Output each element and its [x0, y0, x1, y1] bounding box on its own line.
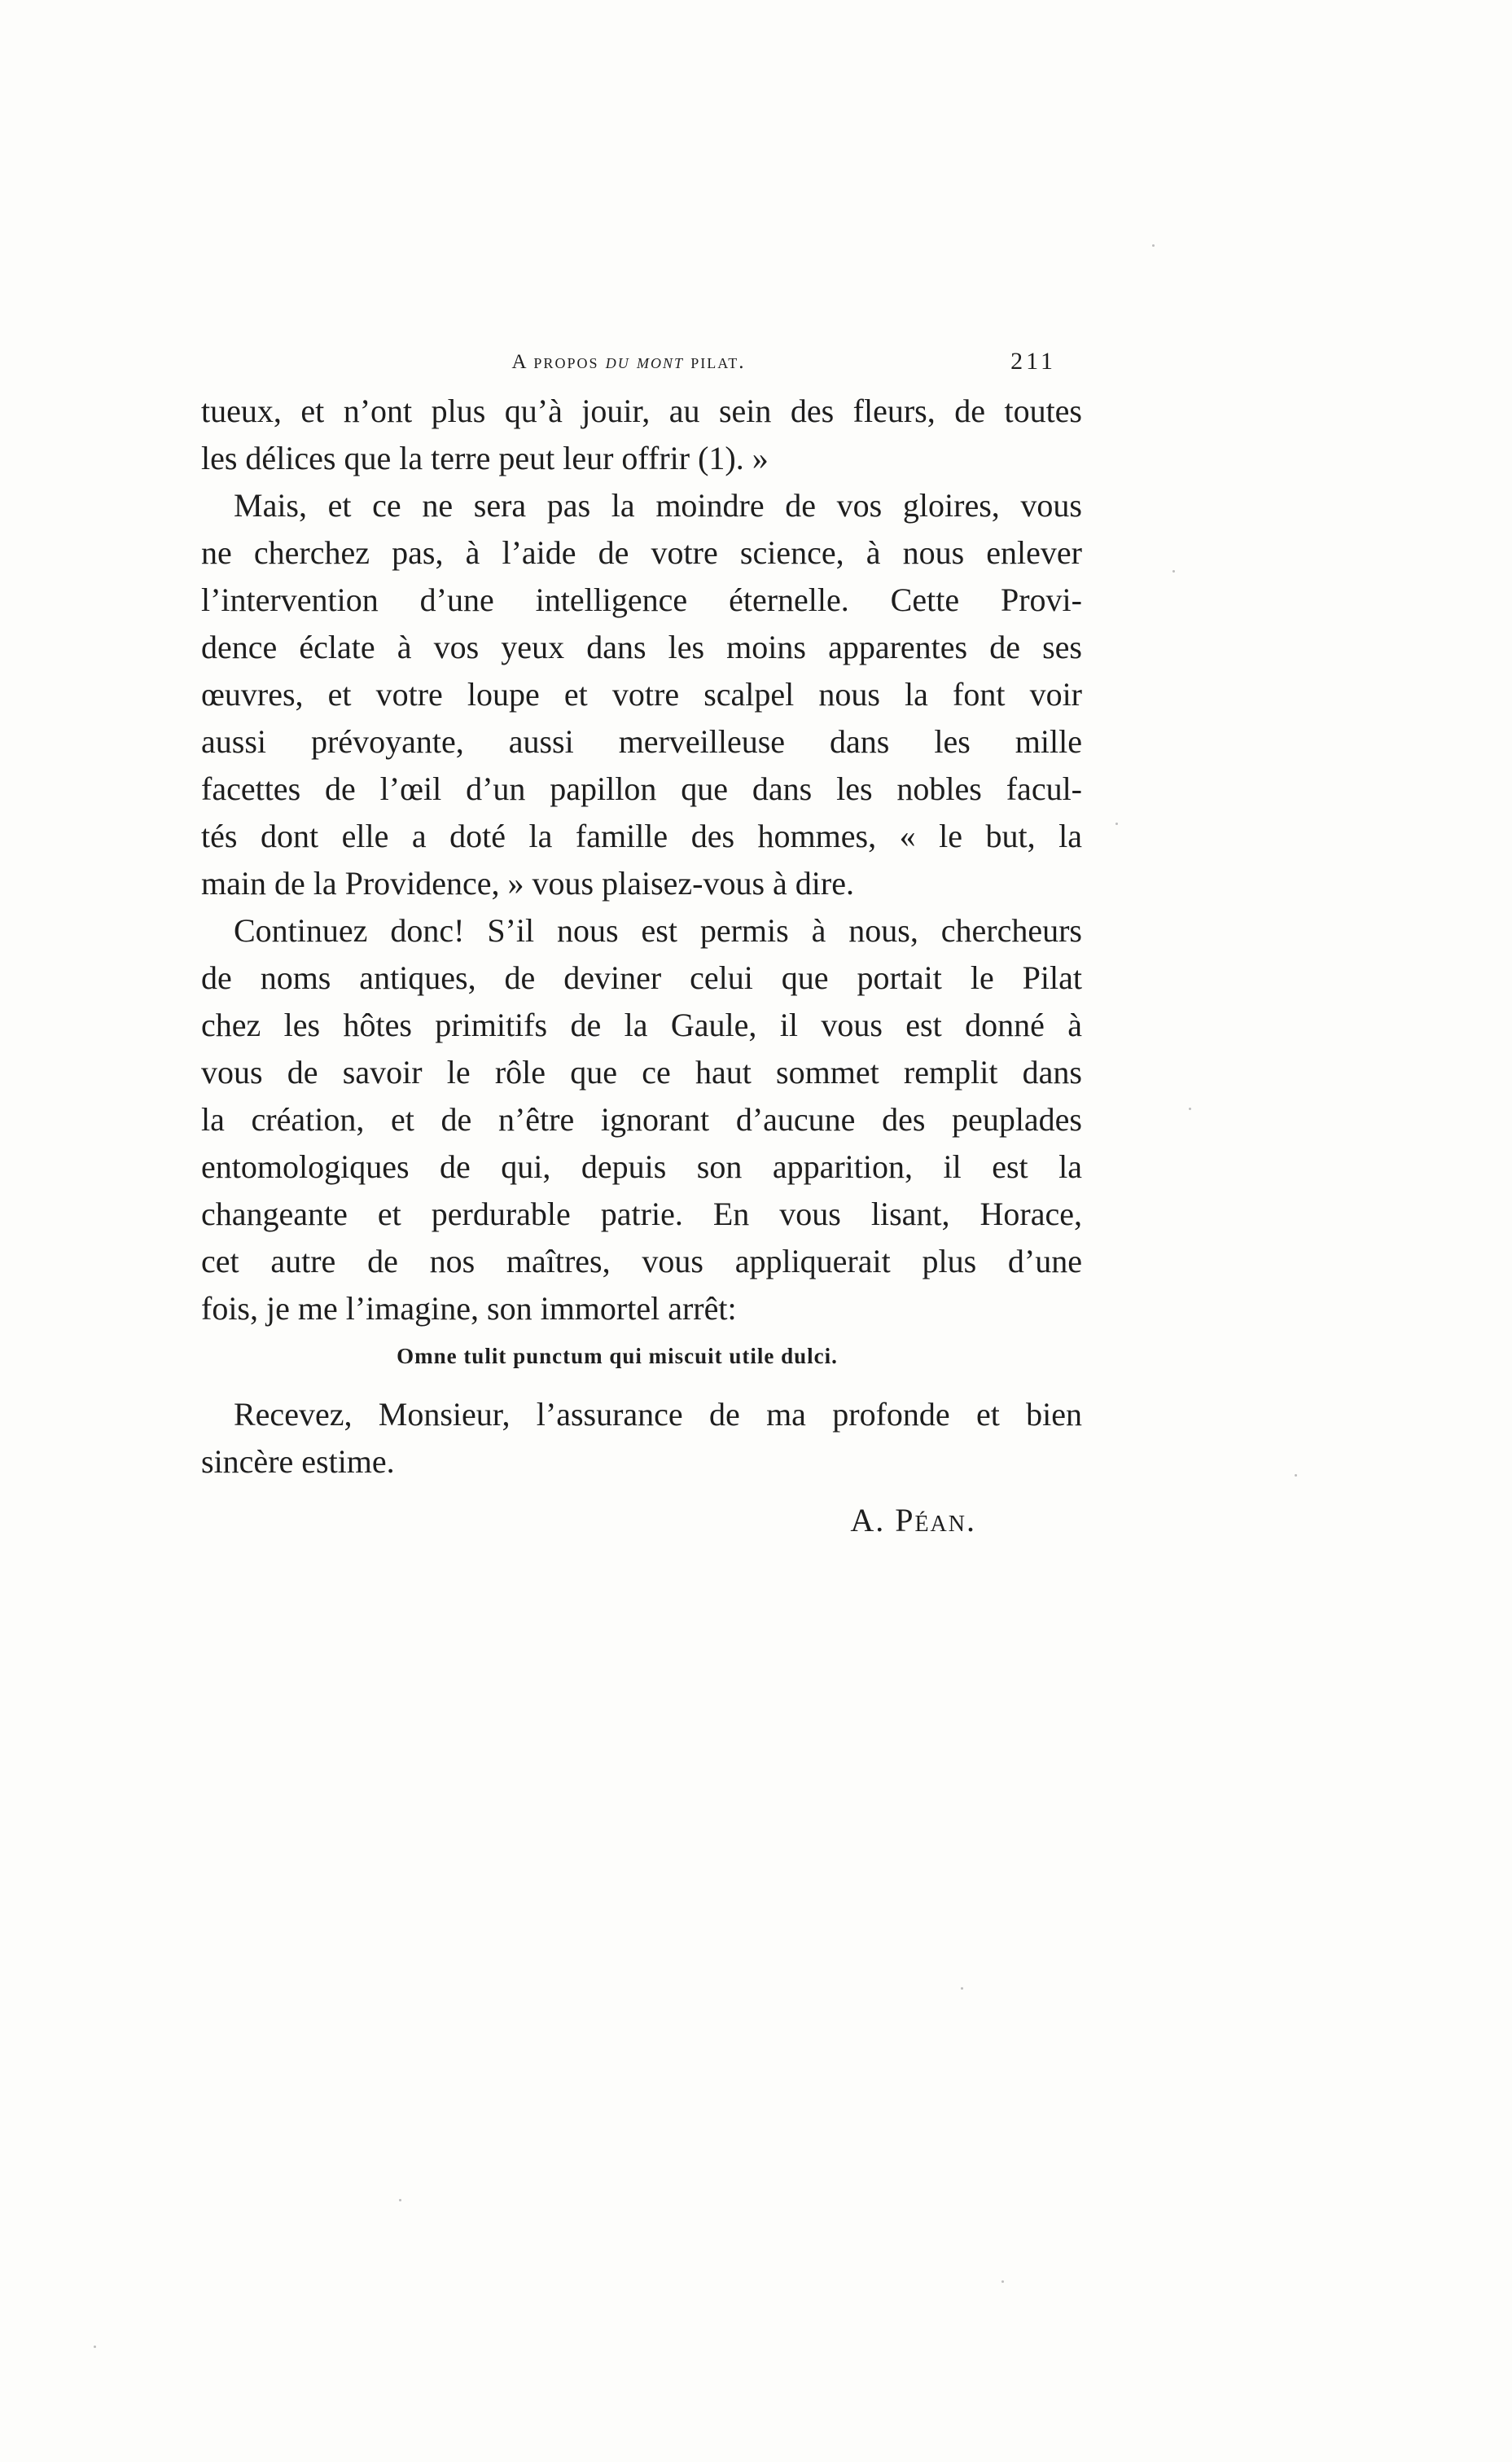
text-line: chez les hôtes primitifs de la Gaule, il vous est donné à [201, 1007, 1082, 1043]
paragraph-continuez [201, 907, 1082, 1332]
body-text [201, 388, 1082, 1544]
running-title [201, 351, 1056, 374]
paragraph-continuation [201, 388, 1082, 482]
speck [94, 2346, 96, 2348]
spacer [201, 1380, 1082, 1391]
text-line: ne cherchez pas, à l’aide de votre science, à nous enlever [201, 534, 1082, 571]
text-line: Continuez donc! S’il nous est permis à nous, chercheurs [234, 912, 1082, 949]
text-line: dence éclate à vos yeux dans les moins apparentes de ses [201, 629, 1082, 665]
speck [961, 1987, 963, 1990]
paragraph-providence [201, 482, 1082, 907]
latin-quotation: Omne tulit punctum qui miscuit utile dulci. [397, 1344, 838, 1368]
text-line: les délices que la terre peut leur offrir (1). » [201, 440, 769, 476]
spacer [201, 1486, 1082, 1497]
text-line: aussi prévoyante, aussi merveilleuse dans les mille [201, 723, 1082, 760]
text-line: tueux, et n’ont plus qu’à jouir, au sein des fleurs, de toutes [201, 393, 1082, 429]
text-line: Mais, et ce ne sera pas la moindre de vos gloires, vous [234, 487, 1082, 524]
text-line: tés dont elle a doté la famille des hommes, « le but, la [201, 818, 1082, 854]
text-line: entomologiques de qui, depuis son apparition, il est la [201, 1148, 1082, 1185]
text-line: facettes de l’œil d’un papillon que dans les nobles facul- [201, 770, 1082, 807]
text-line: vous de savoir le rôle que ce haut sommet remplit dans [201, 1054, 1082, 1091]
running-title-part: pilat. [683, 351, 746, 373]
text-line: changeante et perdurable patrie. En vous lisant, Horace, [201, 1196, 1082, 1232]
speck [1295, 1474, 1297, 1477]
speck [399, 2199, 401, 2201]
text-line: fois, je me l’imagine, son immortel arrêt: [201, 1290, 737, 1327]
paragraph-closing [201, 1391, 1082, 1486]
text-line: l’intervention d’une intelligence éternelle. Cette Provi- [201, 581, 1082, 618]
text-line: de noms antiques, de deviner celui que portait le Pilat [201, 959, 1082, 996]
speck [1172, 570, 1175, 573]
page-header [201, 345, 1056, 385]
running-title-part: A propos [511, 351, 606, 373]
text-line: sincère estime. [201, 1443, 395, 1480]
speck [1001, 2280, 1004, 2283]
text-line: Recevez, Monsieur, l’assurance de ma profonde et bien [234, 1396, 1082, 1433]
text-line: cet autre de nos maîtres, vous appliquerait plus d’une [201, 1243, 1082, 1279]
running-title-part: du mont [605, 351, 684, 373]
text-line: main de la Providence, » vous plaisez-vous à dire. [201, 865, 854, 902]
speck [1152, 244, 1155, 247]
page-number: 211 [1010, 348, 1056, 375]
signature-text: A. Péan. [850, 1502, 976, 1538]
speck [1189, 1108, 1191, 1110]
signature [201, 1497, 1082, 1544]
speck [1115, 823, 1118, 825]
text-line: œuvres, et votre loupe et votre scalpel nous la font voir [201, 676, 1082, 713]
text-line: la création, et de n’être ignorant d’aucune des peuplades [201, 1101, 1082, 1138]
